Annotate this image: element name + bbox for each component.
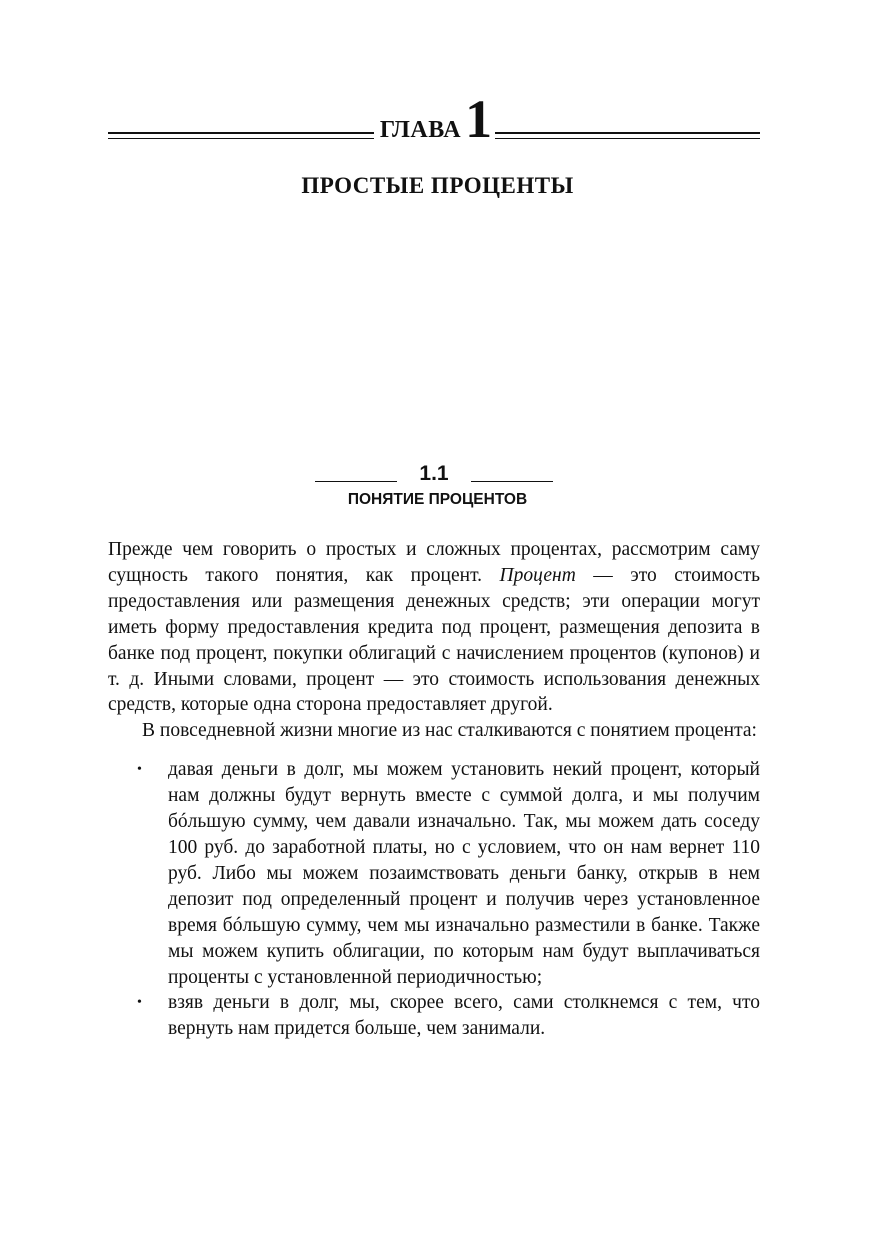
chapter-title: ПРОСТЫЕ ПРОЦЕНТЫ	[301, 173, 574, 198]
bullet-icon: •	[137, 995, 142, 1011]
bullet-list	[108, 757, 760, 1042]
chapter-number: 1	[465, 89, 493, 149]
section-rule-right	[471, 481, 553, 482]
section-rule-left	[315, 481, 397, 482]
body-text	[108, 537, 760, 1042]
chapter-header	[108, 89, 760, 152]
section-heading	[315, 460, 553, 490]
list-item-text: взяв деньги в долг, мы, скорее всего, сами столкнемся с тем, что вернуть нам придется больше, чем занимали.	[168, 992, 760, 1040]
paragraph-2: В повседневной жизни многие из нас сталкиваются с понятием процента:	[142, 720, 757, 742]
chapter-rule-left	[108, 132, 374, 139]
term-percent: Процент	[499, 564, 576, 586]
paragraph-1-lead: Прежде чем говорить о простых и сложных процентах, рассмотрим саму сущность такого понятия, как процент.	[108, 539, 760, 586]
section-number: 1.1	[419, 462, 449, 485]
chapter-heading	[378, 89, 494, 149]
chapter-label: ГЛАВА	[379, 117, 462, 143]
list-item	[108, 990, 760, 1042]
section-title: ПОНЯТИЕ ПРОЦЕНТОВ	[347, 491, 528, 508]
paragraph-1-rest: — это стоимость предоставления или размещения денежных средств; эти операции могут иметь форму предоставления кредита под процент, размещения депозита в банке под процент, покупки облигаций с начислением процентов (купонов) и т. д. Иными словами, процент — это стоимость использования денежных средств, которые одна сторона предоставляет другой.	[108, 564, 760, 716]
list-item-text: давая деньги в долг, мы можем установить некий процент, который нам должны будут вернуть вместе с суммой долга, и мы получим бóльшую сумму, чем давали изначально. Так, мы можем дать соседу 100 руб. до заработной платы, но с условием, что он нам вернет 110 руб. Либо мы можем позаимствовать деньги банку, открыв в нем депозит под определенный процент и получив через установленное время бóльшую сумму, чем мы изначально разместили в банке. Также мы можем купить облигации, по которым нам будут выплачиваться проценты с установленной периодичностью;	[168, 759, 760, 988]
bullet-icon: •	[137, 762, 142, 778]
list-item	[108, 757, 760, 990]
paragraph-1	[108, 537, 760, 718]
chapter-rule-right	[495, 132, 760, 139]
